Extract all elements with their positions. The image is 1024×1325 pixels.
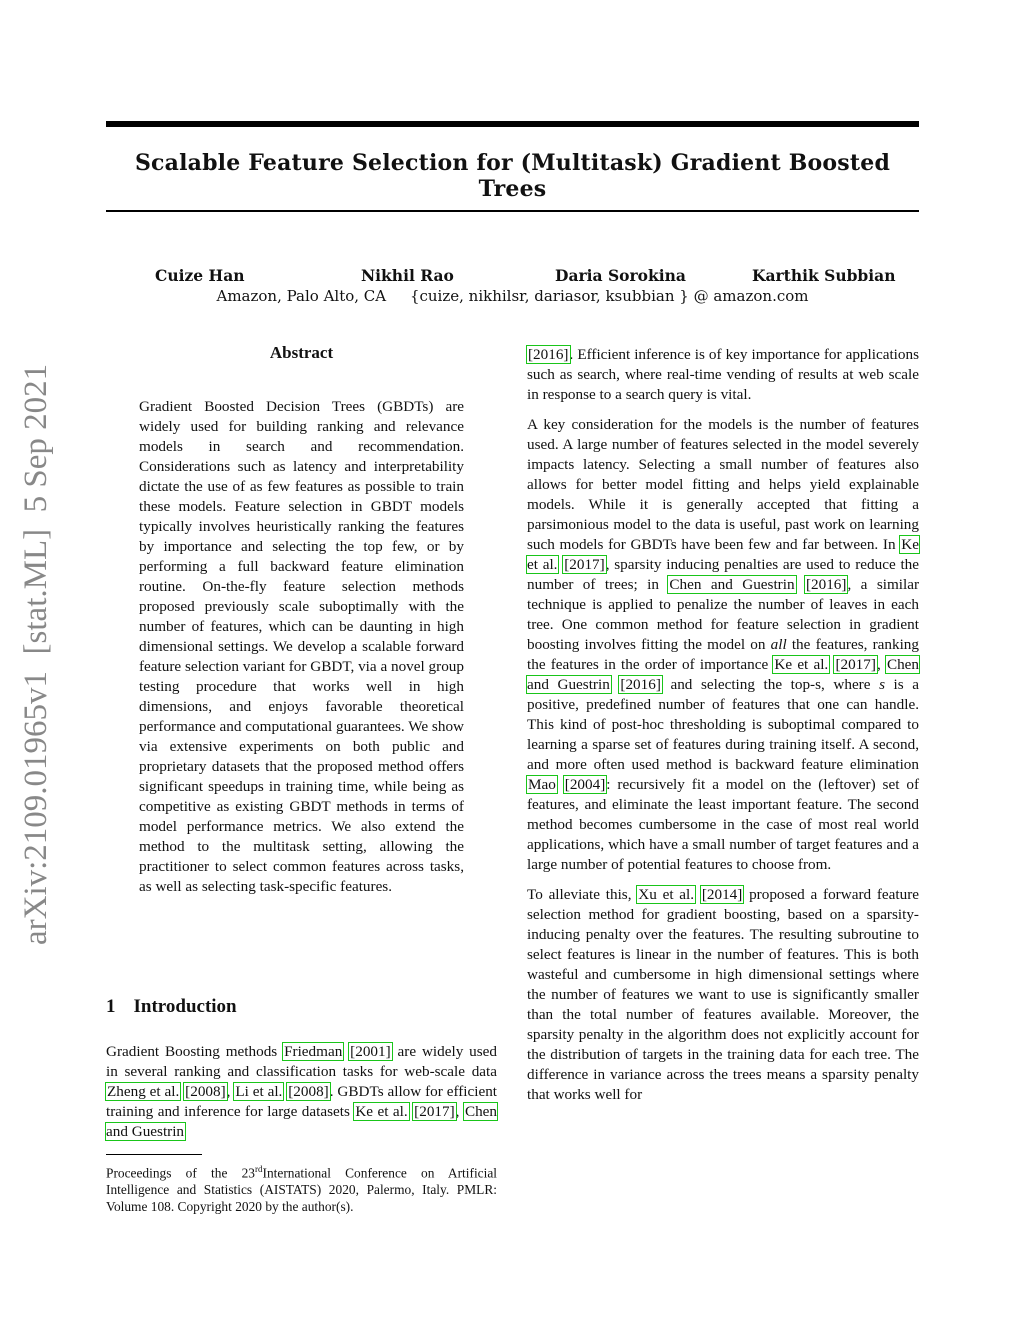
citation-link[interactable]: Ke et al. (527, 536, 919, 573)
affiliation: Amazon, Palo Alto, CA {cuize, nikhilsr, dariasor, ksubbian } @ amazon.com (216, 287, 809, 305)
citation-link[interactable]: Ke et al. (355, 1103, 408, 1120)
citation-link[interactable]: [2001] (350, 1043, 391, 1060)
citation-link[interactable]: [2004] (564, 776, 606, 793)
citation-link[interactable]: Ke et al. (774, 656, 829, 673)
right-paragraph-2: A key consideration for the models is the number of features used. A large number of features selected in the model severely impacts latency. Selecting a small number of features also allows for better model fitting and helps yield explainable models. While it is generally accepted that fitting a parsimonious model to the data is useful, past work on learning such models for GBDTs have been few and far between. In Ke et al. [2017], sparsity inducing penalties are used to reduce the number of trees; in Chen and Guestrin [2016], a similar technique is applied to penalize the number of leaves in each tree. One common method for feature selection in gradient boosting involves fitting the model on all the features, ranking the features in the order of importance Ke et al. [2017], Chen and Guestrin [2016] and selecting the top-s, where s is a positive, predefined number of features that one can handle. This kind of post-hoc thresholding is suboptimal compared to learning a sparse set of features during training itself. A second, and more often used method is backward feature elimination Mao [2004]: recursively fit a model on the (leftover) set of features, and eliminate the least important feature. The second method becomes cumbersome in the case of most real world applications, which have a small number of target features and a large number of potential features to choose from. (527, 416, 920, 873)
author-1: Cuize Han (155, 266, 245, 285)
citation-link[interactable]: [2017] (835, 656, 876, 673)
footnote: Proceedings of the 23rdInternational Conference on Artificial Intelligence and Statistics (AISTATS) 2020, Palermo, Italy. PMLR: Volume 108. Copyright 2020 by the author(s). (106, 1164, 497, 1215)
abstract-body (139, 397, 464, 897)
citation-link[interactable]: Chen and Guestrin (106, 1103, 497, 1140)
right-column (527, 345, 919, 1105)
citation-link[interactable]: Xu et al. (638, 886, 695, 903)
abstract-text: Gradient Boosted Decision Trees (GBDTs) are widely used for building ranking and relevance models in search and recommendation. Considerations such as latency and interpretability dictate the use of as few features as possible to train these models. Feature selection in GBDT models typically involves heuristically ranking the features by importance and selecting the top few, or by performing a full backward feature elimination routine. On-the-fly feature selection methods proposed previously scale suboptimally with the number of features, which can be daunting in high dimensional settings. We develop a scalable forward feature selection variant for GBDT, via a novel group testing procedure that works well in high dimensions, and enjoys favorable theoretical performance and computational guarantees. We show via extensive experiments on both public and proprietary datasets that the proposed method offers significant speedups in training time, while being as competitive as existing GBDT methods in terms of model performance metrics. We also extend the method to the multitask setting, allowing the practitioner to select common features across tasks, as well as selecting task-specific features. (139, 398, 464, 895)
author-4: Karthik Subbian (752, 266, 896, 285)
author-3: Daria Sorokina (555, 266, 686, 285)
citation-link[interactable]: Zheng et al. (107, 1083, 180, 1100)
citation-link[interactable]: [2017] (414, 1103, 455, 1120)
citation-link[interactable]: [2014] (701, 886, 743, 903)
citation-link[interactable]: Friedman (284, 1043, 343, 1060)
footnote-rule (106, 1154, 202, 1155)
citation-link[interactable]: [2016] (805, 576, 847, 593)
section-title: Introduction (133, 996, 237, 1017)
title-rule-bottom (106, 210, 919, 212)
section-heading-introduction (106, 996, 237, 1018)
citation-link[interactable]: [2008] (185, 1083, 226, 1100)
citation-link[interactable]: [2016] (620, 676, 661, 693)
citation-link[interactable]: [2008] (288, 1083, 329, 1100)
citation-link[interactable]: Chen and Guestrin (527, 656, 919, 693)
intro-body (106, 1042, 497, 1142)
citation-link[interactable]: [2016] (528, 346, 569, 363)
abstract-heading: Abstract (269, 343, 334, 362)
citation-link[interactable]: [2017] (564, 556, 605, 573)
section-number: 1 (106, 996, 116, 1017)
citation-link[interactable]: Chen and Guestrin (669, 576, 795, 593)
right-paragraph-3: To alleviate this, Xu et al. [2014] proposed a forward feature selection method for gradient boosting, based on a sparsity-inducing penalty over the features. The resulting subroutine to select features is linear in the number of features. This is both wasteful and cumbersome in high dimensional settings where the number of features we want to use is significantly smaller than the total number of features available. Moreover, the sparsity penalty in the algorithm does not explicitly account for the distribution of targets in the training data for each tree. The difference in variance across the trees means a sparsity penalty that works well for (527, 886, 919, 1103)
citation-link[interactable]: Mao (528, 776, 556, 793)
right-paragraph-1: [2016]. Efficient inference is of key importance for applications such as search, where real-time vending of results at web scale in response to a search query is vital. (527, 346, 919, 403)
arxiv-stamp: arXiv:2109.01965v1 [stat.ML] 5 Sep 2021 (18, 363, 54, 945)
title-rule-top (106, 121, 919, 127)
intro-paragraph: Gradient Boosting methods Friedman [2001] are widely used in several ranking and classification tasks for web-scale data Zheng et al. [2008], Li et al. [2008]. GBDTs allow for efficient training and inference for large datasets Ke et al. [2017], Chen and Guestrin (106, 1043, 498, 1140)
citation-link[interactable]: Li et al. (235, 1083, 283, 1100)
author-2: Nikhil Rao (361, 266, 454, 285)
paper-title: Scalable Feature Selection for (Multitask) Gradient Boosted Trees (134, 150, 891, 202)
